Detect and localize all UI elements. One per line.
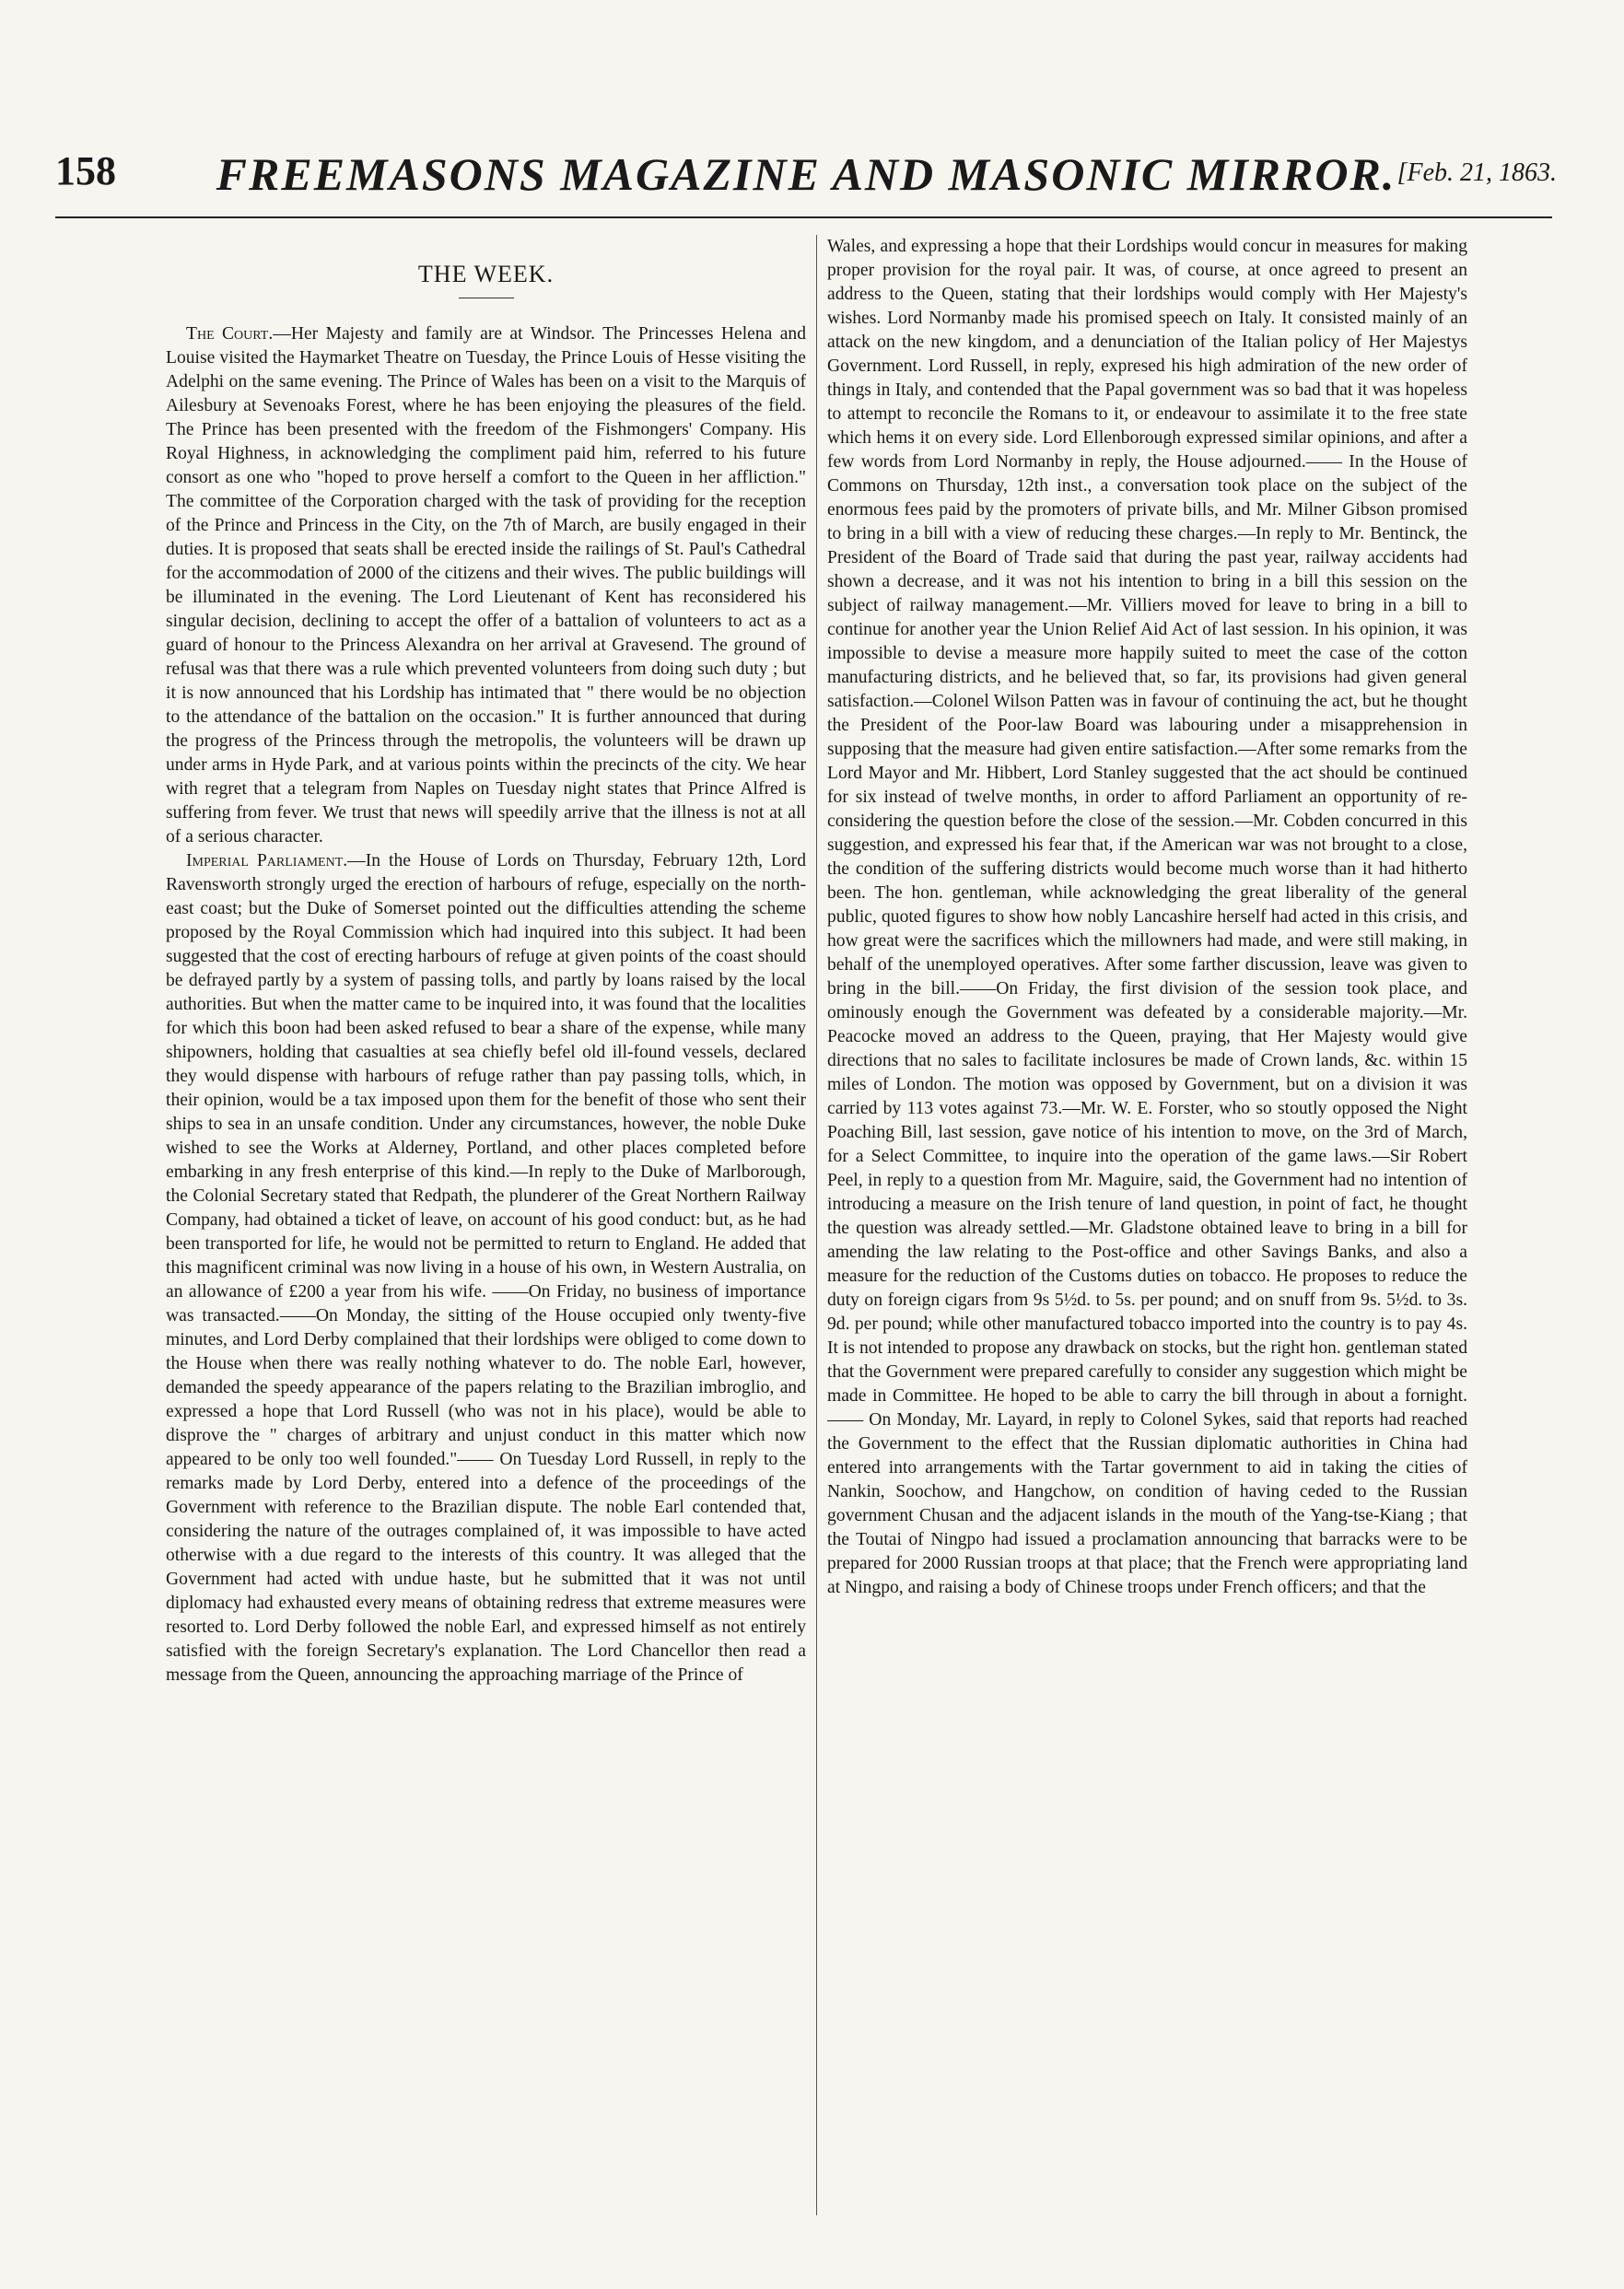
court-text: —Her Majesty and family are at Windsor. The Princesses Helena and Louise visited the Haymarket Theatre on Tuesday, the Prince Louis of Hesse visiting the Adelphi on the same evening. The Prince of Wales has been on a visit to the Marquis of Ailesbury at Sevenoaks Forest, where he has been enjoying the pleasures of the field. The Prince has been presented with the freedom of the Fishmongers' Company. His Royal Highness, in acknowledging the compliment paid him, referred to his future consort as one who "hoped to prove herself a comfort to the Queen in her affliction." The committee of the Corporation charged with the task of providing for the reception of the Prince and Princess in the City, on the 7th of March, are busily engaged in their duties. It is proposed that seats shall be erected inside the railings of St. Paul's Cathedral for the accommodation of 2000 of the citizens and their wives. The public buildings will be illuminated in the evening. The Lord Lieutenant of Kent has reconsidered his singular decision, declining to accept the offer of a battalion of volunteers to act as a guard of honour to the Princess Alexandra on her arrival at Gravesend. The ground of refusal was that there was a rule which prevented volunteers from doing such duty ; but it is now announced that his Lordship has intimated that " there would be no objection to the attendance of the battalion on the occasion." It is further announced that during the progress of the Princess through the metropolis, the volunteers will be drawn up under arms in Hyde Park, and at various points within the precincts of the city. We hear with regret that a telegram from Naples on Tuesday night states that Prince Alfred is suffering from fever. We trust that news will speedily arrive that the illness is not at all of a serious character. bbox=[166, 324, 806, 847]
right-column bbox=[827, 235, 1467, 2215]
parliament-text-left: —In the House of Lords on Thursday, February 12th, Lord Ravensworth strongly urged the erection of harbours of refuge, especially on the north-east coast; but the Duke of Somerset pointed out the difficulties attending the scheme proposed by the Royal Commission which had inquired into this subject. It had been suggested that the cost of erecting harbours of refuge at given points of the coast should be defrayed partly by a system of passing tolls, and partly by loans raised by the local authorities. But when the matter came to be inquired into, it was found that the localities for which this boon had been asked refused to bear a share of the expense, while many shipowners, holding that casualties at sea chiefly befel old ill-found vessels, declared they would dispense with harbours of refuge rather than pay passing tolls, which, in their opinion, would be a tax imposed upon them for the benefit of those who sent their ships to sea in an unsafe condition. Under any circumstances, however, the noble Duke wished to see the Works at Alderney, Portland, and other places completed before embarking in any fresh enterprise of this kind.—In reply to the Duke of Marlborough, the Colonial Secretary stated that Redpath, the plunderer of the Great Northern Railway Company, had obtained a ticket of leave, on account of his good conduct: but, as he had been transported for life, he would not be permitted to return to England. He added that this magnificent criminal was now living in a house of his own, in Western Australia, on an allowance of £200 a year from his wife. ——On Friday, no business of importance was transacted.——On Monday, the sitting of the House occupied only twenty-five minutes, and Lord Derby complained that their lordships were obliged to come down to the House when there was really nothing whatever to do. The noble Earl, however, demanded the speedy appearance of the papers relating to the Brazilian imbroglio, and expressed a hope that Lord Russell (who was not in his place), would be able to disprove the " charges of arbitrary and unjust conduct in this matter which now appeared to be only too well founded."—— On Tuesday Lord Russell, in reply to the remarks made by Lord Derby, entered into a defence of the proceedings of the Government with reference to the Brazilian dispute. The noble Earl contended that, considering the nature of the outrages complained of, it was impossible to have acted otherwise with a due regard to the interests of this country. It was alleged that the Government had acted with undue haste, but he submitted that it was not until diplomacy had exhausted every means of obtaining redress that extreme measures were resorted to. Lord Derby followed the noble Earl, and expressed himself as not entirely satisfied with the foreign Secretary's explanation. The Lord Chancellor then read a message from the Queen, announcing the approaching marriage of the Prince of bbox=[166, 851, 806, 1685]
issue-date: [Feb. 21, 1863. bbox=[1396, 158, 1557, 187]
page-number: 158 bbox=[55, 148, 116, 193]
page-header bbox=[55, 147, 1557, 203]
header-rule bbox=[55, 216, 1552, 218]
parliament-lead: Imperial Parliament. bbox=[186, 851, 348, 870]
parliament-paragraph bbox=[166, 849, 806, 1688]
court-lead: The Court. bbox=[186, 324, 274, 344]
court-paragraph bbox=[166, 322, 806, 849]
section-heading: THE WEEK. bbox=[417, 261, 555, 287]
left-column bbox=[166, 235, 806, 2215]
magazine-title: FREEMASONS MAGAZINE AND MASONIC MIRROR. bbox=[216, 148, 1396, 200]
column-divider bbox=[816, 235, 817, 2215]
parliament-continuation: Wales, and expressing a hope that their Lordships would concur in measures for making proper provision for the royal pair. It was, of course, at once agreed to present an address to the Queen, stating that their lordships would comply with Her Majesty's wishes. Lord Normanby made his promised speech on Italy. It consisted mainly of an attack on the new kingdom, and a denunciation of the Italian policy of Her Majestys Government. Lord Russell, in reply, expresed his high admiration of the new order of things in Italy, and contended that the Papal government was so bad that it was hopeless to attempt to reconcile the Romans to it, or endeavour to assimilate it to the free state which hems it on every side. Lord Ellenborough expressed similar opinions, and after a few words from Lord Normanby in reply, the House adjourned.—— In the House of Commons on Thursday, 12th inst., a conversation took place on the subject of the enormous fees paid by the promoters of private bills, and Mr. Milner Gibson promised to bring in a bill with a view of reducing these charges.—In reply to Mr. Bentinck, the President of the Board of Trade said that during the past year, railway accidents had shown a decrease, and it was not his intention to bring in a bill this session on the subject of railway management.—Mr. Villiers moved for leave to bring in a bill to continue for another year the Union Relief Aid Act of last session. In his opinion, it was impossible to devise a measure more happily suited to meet the case of the cotton manufacturing districts, and he believed that, so far, its provisions had given general satisfaction.—Colonel Wilson Patten was in favour of continuing the act, but he thought the President of the Poor-law Board was labouring under a misapprehension in supposing that the measure had given entire satisfaction.—After some remarks from the Lord Mayor and Mr. Hibbert, Lord Stanley suggested that the act should be continued for six instead of twelve months, in order to afford Parliament an opportunity of re-considering the question before the close of the session.—Mr. Cobden concurred in this suggestion, and expressed his fear that, if the American war was not brought to a close, the condition of the suffering districts would become much worse than it had hitherto been. The hon. gentleman, while acknowledging the great liberality of the general public, quoted figures to show how nobly Lancashire herself had acted in this crisis, and how great were the sacrifices which the millowners had made, and were still making, in behalf of the unemployed operatives. After some farther discussion, leave was given to bring in the bill.——On Friday, the first division of the session took place, and ominously enough the Government was defeated by a considerable majority.—Mr. Peacocke moved an address to the Queen, praying, that Her Majesty would give directions that no sales to facilitate inclosures be made of Crown lands, &c. within 15 miles of London. The motion was opposed by Government, but on a division it was carried by 113 votes against 73.—Mr. W. E. Forster, who so stoutly opposed the Night Poaching Bill, last session, gave notice of his intention to move, on the 3rd of March, for a Select Committee, to inquire into the operation of the game laws.—Sir Robert Peel, in reply to a question from Mr. Maguire, said, the Government had no intention of introducing a measure on the Irish tenure of land question, in point of fact, he thought the question was already settled.—Mr. Gladstone obtained leave to bring in a bill for amending the law relating to the Post-office and other Savings Banks, and also a measure for the reduction of the Customs duties on tobacco. He proposes to reduce the duty on foreign cigars from 9s 5½d. to 5s. per pound; and on snuff from 9s. 5½d. to 3s. 9d. per pound; while other manufactured tobacco imported into the country is to pay 4s. It is not intended to propose any drawback on stocks, but the right hon. gentleman stated that the Government were prepared carefully to consider any suggestion which might be made in Committee. He hoped to be able to carry the bill through in about a fornight.—— On Monday, Mr. Layard, in reply to Colonel Sykes, said that reports had reached the Government to the effect that the Russian diplomatic authorities in China had entered into arrangements with the Tartar government to aid in taking the cities of Nankin, Soochow, and Hangchow, on condition of having ceded to the Russian government Chusan and the adjacent islands in the mouth of the Yang-tse-Kiang ; that the Toutai of Ningpo had issued a proclamation announcing that barracks were to be prepared for 2000 Russian troops at that place; that the French were appropriating land at Ningpo, and raising a body of Chinese troops under French officers; and that the bbox=[827, 237, 1467, 1597]
